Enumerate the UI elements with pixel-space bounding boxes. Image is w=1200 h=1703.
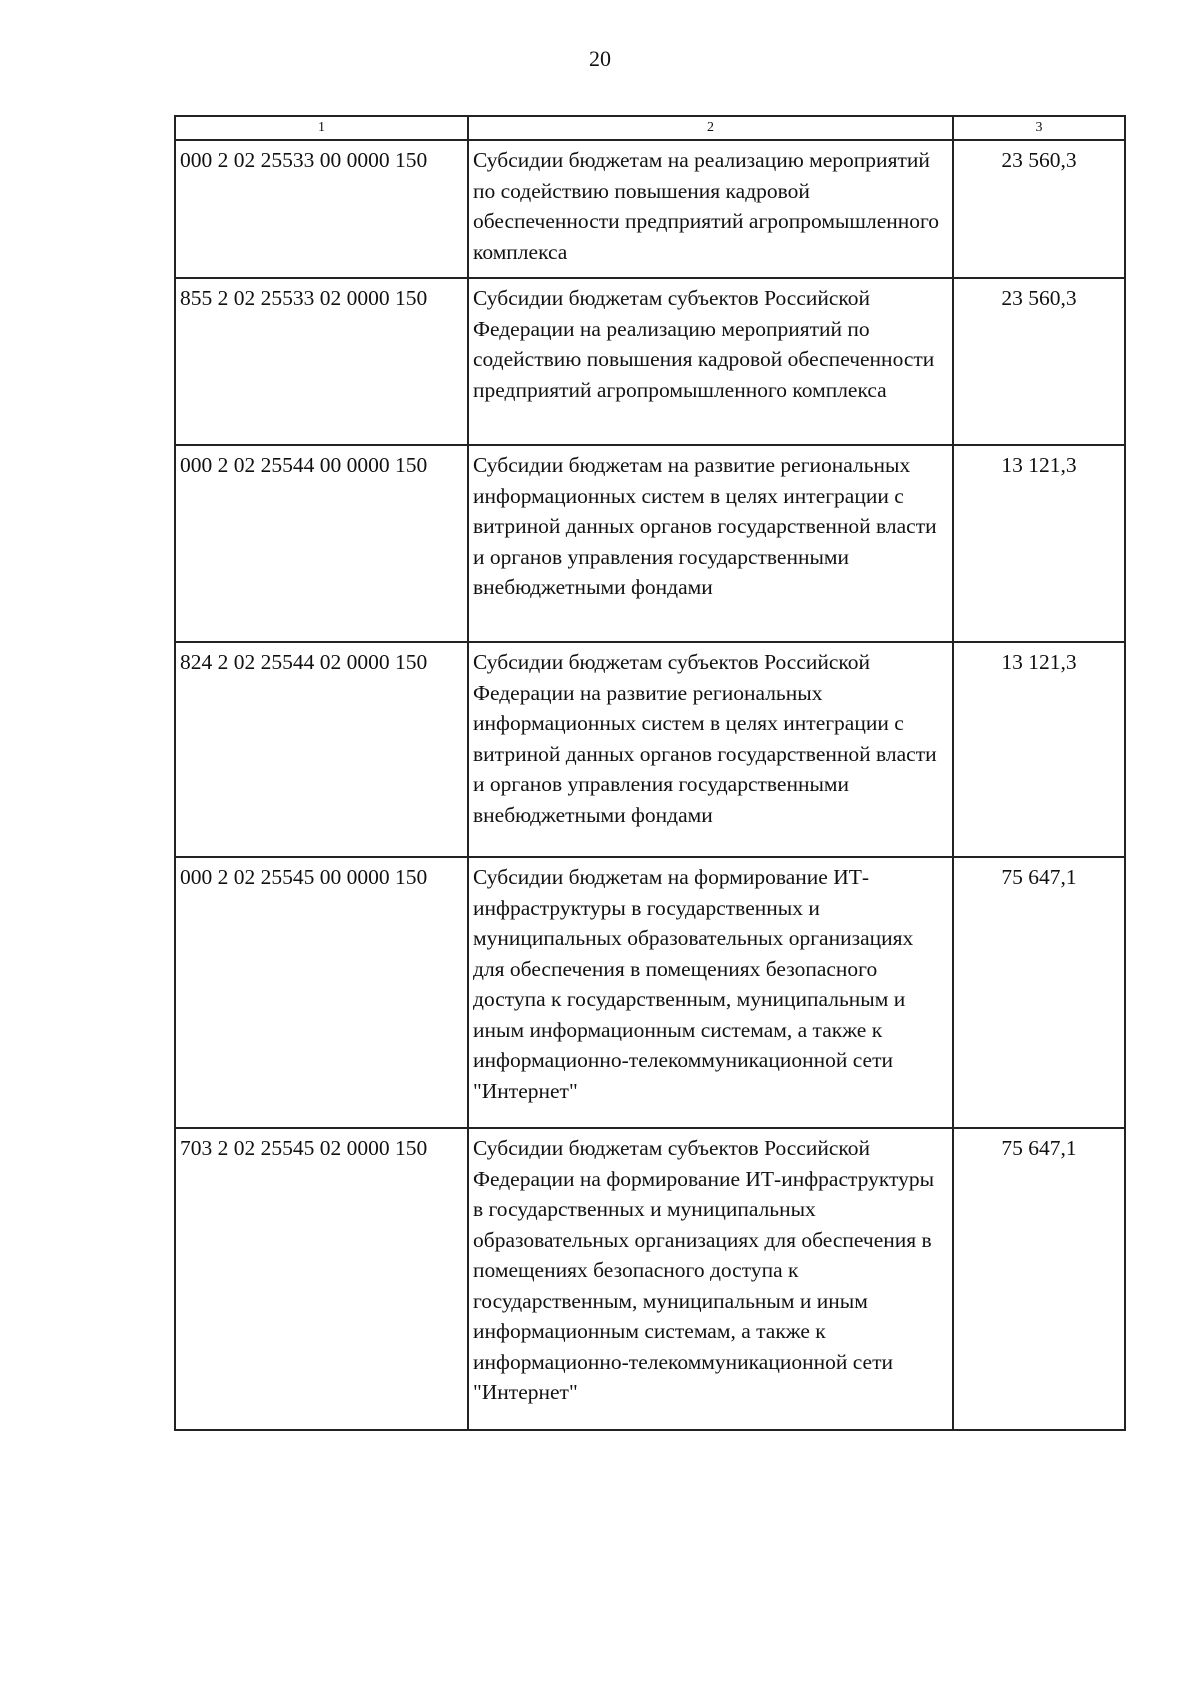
column-number-row bbox=[175, 116, 1125, 140]
budget-code: 000 2 02 25545 00 0000 150 bbox=[175, 857, 468, 1128]
column-header-code: 1 bbox=[175, 116, 468, 140]
table-row bbox=[175, 857, 1125, 1128]
table-row bbox=[175, 278, 1125, 445]
budget-item-name: Субсидии бюджетам субъектов Российской Федерации на реализацию мероприятий по содействию повышения кадровой обеспеченности предприятий агропромышленного комплекса bbox=[468, 278, 953, 445]
budget-code: 824 2 02 25544 02 0000 150 bbox=[175, 642, 468, 857]
budget-code: 703 2 02 25545 02 0000 150 bbox=[175, 1128, 468, 1430]
budget-code: 000 2 02 25544 00 0000 150 bbox=[175, 445, 468, 642]
table-row bbox=[175, 1128, 1125, 1430]
budget-code: 000 2 02 25533 00 0000 150 bbox=[175, 140, 468, 278]
budget-amount: 13 121,3 bbox=[953, 642, 1125, 857]
budget-item-name: Субсидии бюджетам на реализацию мероприятий по содействию повышения кадровой обеспеченности предприятий агропромышленного комплекса bbox=[468, 140, 953, 278]
table-row bbox=[175, 642, 1125, 857]
budget-item-name: Субсидии бюджетам на развитие региональных информационных систем в целях интеграции с витриной данных органов государственной власти и органов управления государственными внебюджетными фондами bbox=[468, 445, 953, 642]
budget-table bbox=[174, 115, 1126, 1431]
table-row bbox=[175, 140, 1125, 278]
page-number: 20 bbox=[589, 46, 611, 71]
table-row bbox=[175, 445, 1125, 642]
budget-item-name: Субсидии бюджетам субъектов Российской Федерации на развитие региональных информационных систем в целях интеграции с витриной данных органов государственной власти и органов управления государственными внебюджетными фондами bbox=[468, 642, 953, 857]
budget-amount: 75 647,1 bbox=[953, 1128, 1125, 1430]
budget-amount: 75 647,1 bbox=[953, 857, 1125, 1128]
column-header-name: 2 bbox=[468, 116, 953, 140]
budget-item-name: Субсидии бюджетам на формирование ИТ-инфраструктуры в государственных и муниципальных образовательных организациях для обеспечения в помещениях безопасного доступа к государственным, муниципальным и иным информационным системам, а также к информационно-телекоммуникационной сети "Интернет" bbox=[468, 857, 953, 1128]
column-header-amount: 3 bbox=[953, 116, 1125, 140]
budget-amount: 13 121,3 bbox=[953, 445, 1125, 642]
budget-item-name: Субсидии бюджетам субъектов Российской Федерации на формирование ИТ-инфраструктуры в государственных и муниципальных образовательных организациях для обеспечения в помещениях безопасного доступа к государственным, муниципальным и иным информационным системам, а также к информационно-телекоммуникационной сети "Интернет" bbox=[468, 1128, 953, 1430]
budget-amount: 23 560,3 bbox=[953, 140, 1125, 278]
budget-code: 855 2 02 25533 02 0000 150 bbox=[175, 278, 468, 445]
budget-amount: 23 560,3 bbox=[953, 278, 1125, 445]
